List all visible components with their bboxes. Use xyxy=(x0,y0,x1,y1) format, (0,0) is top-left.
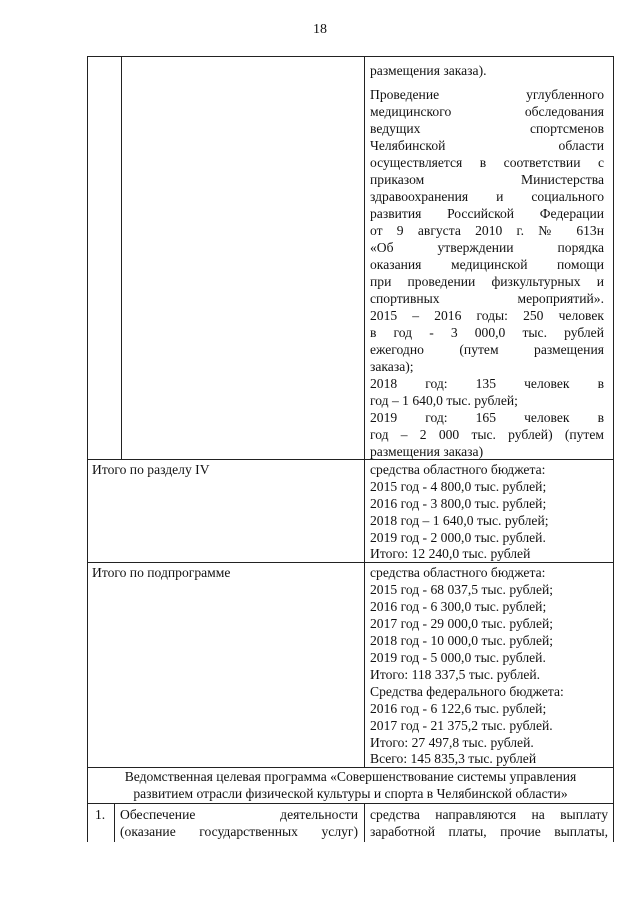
section-total-line: 2018 год – 1 640,0 тыс. рублей; xyxy=(370,513,549,528)
row1-line: от 9 августа 2010 г. № 613н xyxy=(370,223,604,238)
row1-line: при проведении физкультурных и xyxy=(370,274,604,289)
subprogram-total-line: Средства федерального бюджета: xyxy=(370,684,564,699)
row1-line: развития Российской Федерации xyxy=(370,206,604,221)
section-total-label: Итого по разделу IV xyxy=(92,462,210,477)
row1-line: заказа); xyxy=(370,359,414,374)
row1-line: размещения заказа). xyxy=(370,63,487,78)
row1-line: в год - 3 000,0 тыс. рублей xyxy=(370,325,604,340)
subprogram-total-line: Всего: 145 835,3 тыс. рублей xyxy=(370,751,537,766)
row1-line: Проведение углубленного xyxy=(370,87,604,102)
subprogram-total-line: 2019 год - 5 000,0 тыс. рублей. xyxy=(370,650,546,665)
row1-line: 2019 год: 165 человек в xyxy=(370,410,604,425)
row1-line: размещения заказа) xyxy=(370,444,484,459)
subprogram-total-line: 2018 год - 10 000,0 тыс. рублей; xyxy=(370,633,554,648)
row-name-line: Обеспечение деятельности xyxy=(120,807,358,822)
program-header-line: развитием отрасли физической культуры и спорта в Челябинской области» xyxy=(133,786,568,801)
subprogram-total-line: 2017 год - 21 375,2 тыс. рублей. xyxy=(370,718,553,733)
row1-line: осуществляется в соответствии с xyxy=(370,155,604,170)
subprogram-total-label: Итого по подпрограмме xyxy=(92,565,231,580)
row1-line: ежегодно (путем размещения xyxy=(370,342,604,357)
section-total-line: Итого: 12 240,0 тыс. рублей xyxy=(370,546,531,561)
subprogram-total-line: Итого: 27 497,8 тыс. рублей. xyxy=(370,735,534,750)
subprogram-total-line: 2017 год - 29 000,0 тыс. рублей; xyxy=(370,616,554,631)
row-desc-line: заработной платы, прочие выплаты, xyxy=(370,824,608,839)
section-total-line: средства областного бюджета: xyxy=(370,462,546,477)
section-total-line: 2019 год - 2 000,0 тыс. рублей. xyxy=(370,530,546,545)
row1-line: год – 2 000 тыс. рублей) (путем xyxy=(370,427,604,442)
row1-line: медицинского обследования xyxy=(370,104,604,119)
row1-line: спортивных мероприятий». xyxy=(370,291,604,306)
row1-line: ведущих спортсменов xyxy=(370,121,604,136)
row-name-line: (оказание государственных услуг) xyxy=(120,824,358,839)
row1-line: оказания медицинской помощи xyxy=(370,257,604,272)
row-desc-line: средства направляются на выплату xyxy=(370,807,608,822)
program-header-line: Ведомственная целевая программа «Совершенствование системы управления xyxy=(124,769,577,784)
subprogram-total-line: Итого: 118 337,5 тыс. рублей. xyxy=(370,667,541,682)
row1-line: Челябинской области xyxy=(370,138,604,153)
section-total-line: 2016 год - 3 800,0 тыс. рублей; xyxy=(370,496,547,511)
subprogram-total-line: 2016 год - 6 122,6 тыс. рублей; xyxy=(370,701,547,716)
row1-line: приказом Министерства xyxy=(370,172,604,187)
row1-line: здравоохранения и социального xyxy=(370,189,604,204)
row-number: 1. xyxy=(95,807,106,822)
row1-line: 2018 год: 135 человек в xyxy=(370,376,604,391)
subprogram-total-line: 2015 год - 68 037,5 тыс. рублей; xyxy=(370,582,554,597)
row1-line: 2015 – 2016 годы: 250 человек xyxy=(370,308,604,323)
subprogram-total-line: 2016 год - 6 300,0 тыс. рублей; xyxy=(370,599,547,614)
row1-line: «Об утверждении порядка xyxy=(370,240,604,255)
subprogram-total-line: средства областного бюджета: xyxy=(370,565,546,580)
row1-line: год – 1 640,0 тыс. рублей; xyxy=(370,393,518,408)
section-total-line: 2015 год - 4 800,0 тыс. рублей; xyxy=(370,479,547,494)
page-number: 18 xyxy=(313,22,327,37)
